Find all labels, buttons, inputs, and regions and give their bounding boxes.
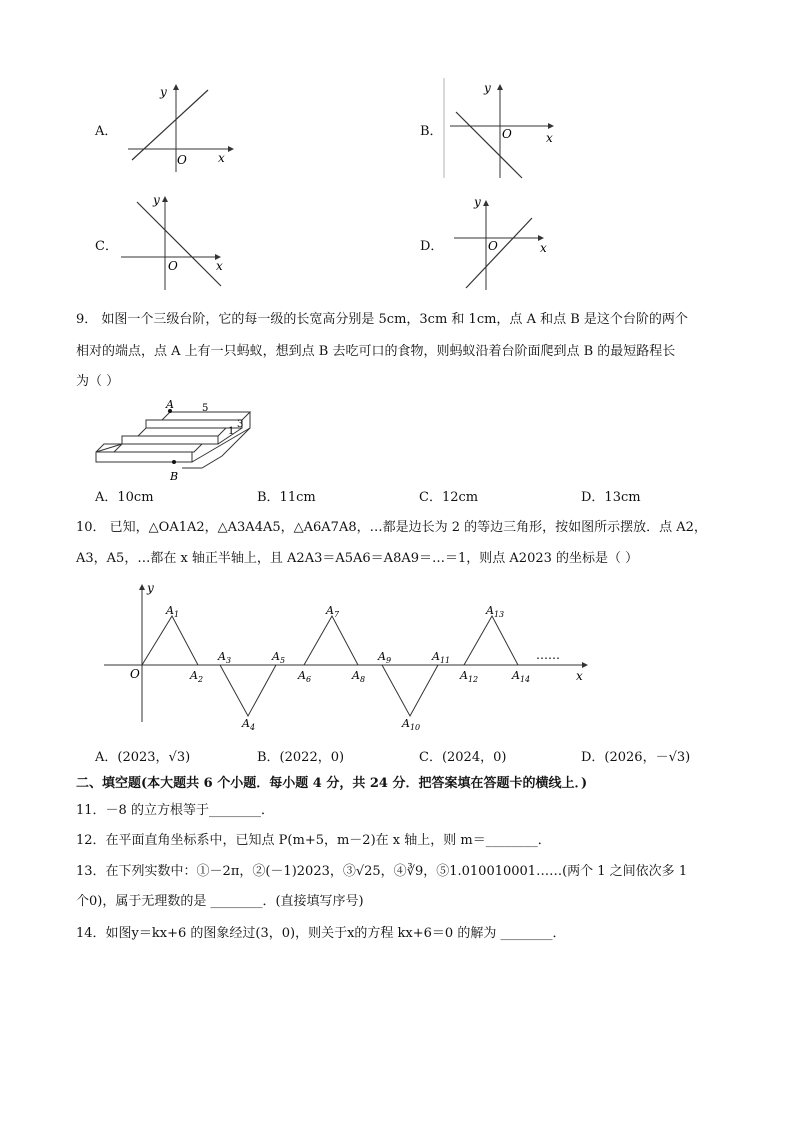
graph-c [115, 190, 235, 290]
x-axis-label: x [216, 259, 223, 273]
q9-option-a: A．10cm [95, 490, 154, 505]
graph-b [440, 78, 560, 178]
y-axis-label: y [474, 195, 481, 209]
origin-label: O [502, 127, 512, 141]
point-label-a7: $A_7$ [326, 604, 340, 619]
point-label-a10: $A_{10}$ [402, 717, 421, 732]
q13-line-1: 13．在下列实数中：①－2π，②(－1)2023，③√25，④∛9，⑤1.010010001……(两个 1 之间依次多 1 [76, 864, 688, 879]
origin-label: O [130, 667, 140, 681]
y-axis-label: y [160, 85, 167, 99]
x-axis-label: x [540, 241, 547, 255]
point-b-label: B [170, 470, 179, 483]
origin-label: O [488, 239, 498, 253]
q10-option-c: C．(2024，0) [419, 750, 507, 765]
point-b-dot [172, 460, 176, 464]
continuation-dots: …… [536, 648, 560, 662]
width-label: 3 [237, 419, 244, 430]
section-heading: 二、填空题(本大题共 6 个小题．每小题 4 分，共 24 分．把答案填在答题卡的横线上．) [76, 776, 588, 791]
q12-text: 12．在平面直角坐标系中，已知点 P(m+5，m－2)在 x 轴上，则 m＝________． [76, 833, 551, 848]
option-b-label: B． [420, 124, 443, 139]
point-label-a12: $A_{12}$ [460, 669, 479, 684]
point-label-a11: $A_{11}$ [432, 650, 451, 665]
option-a-label: A． [95, 124, 118, 139]
q10-option-d: D．(2026，－√3) [581, 750, 691, 765]
q9-line-2: 相对的端点，点 A 上有一只蚂蚁，想到点 B 去吃可口的食物，则蚂蚁沿着台阶面爬到点 B 的最短路程长 [76, 344, 676, 359]
option-c-label: C． [95, 239, 118, 254]
y-axis-label: y [484, 81, 491, 95]
point-a-label: A [166, 398, 174, 411]
q10-line-2: A3，A5，…都在 x 轴正半轴上，且 A2A3＝A5A6＝A8A9＝…＝1，则点 A2023 的坐标是（ ） [76, 551, 639, 566]
point-label-a1: $A_1$ [166, 604, 180, 619]
staircase-figure [92, 398, 272, 488]
point-label-a5: $A_5$ [272, 650, 286, 665]
q10-option-b: B．(2022，0) [257, 750, 345, 765]
q9-option-c: C．12cm [419, 490, 479, 505]
graph-d [450, 192, 570, 292]
point-label-a8: $A_8$ [352, 669, 366, 684]
q9-line-1: 9． 如图一个三级台阶，它的每一级的长宽高分别是 5cm，3cm 和 1cm，点 A 和点 B 是这个台阶的两个 [76, 312, 688, 327]
point-label-a2: $A_2$ [190, 669, 204, 684]
triangles-figure [100, 580, 600, 730]
q9-line-3: 为（ ） [76, 374, 120, 389]
x-axis-label: x [218, 151, 225, 165]
q9-option-b: B．11cm [257, 490, 316, 505]
height-label: 1 [228, 426, 235, 437]
q14-text: 14．如图y＝kx+6 的图象经过(3，0)，则关于x的方程 kx+6＝0 的解为 ________． [76, 926, 566, 941]
origin-label: O [168, 259, 178, 273]
y-axis-label: y [147, 581, 154, 595]
option-d-label: D． [420, 239, 444, 254]
origin-label: O [177, 153, 187, 167]
x-axis-label: x [576, 669, 583, 683]
graph-a [120, 82, 240, 172]
q13-line-2: 个0)，属于无理数的是 ________．(直接填写序号) [76, 894, 364, 909]
point-label-a4: $A_4$ [242, 717, 256, 732]
y-axis-label: y [153, 193, 160, 207]
q10-line-1: 10． 已知，△OA1A2，△A3A4A5，△A6A7A8，…都是边长为 2 的等边三角形，按如图所示摆放．点 A2， [76, 520, 707, 535]
point-label-a3: $A_3$ [218, 650, 232, 665]
x-axis-label: x [546, 131, 553, 145]
q10-option-a: A．(2023，√3) [95, 750, 191, 765]
point-label-a6: $A_6$ [298, 669, 312, 684]
length-label: 5 [202, 403, 209, 414]
q9-option-d: D．13cm [581, 490, 641, 505]
point-label-a9: $A_9$ [378, 650, 392, 665]
point-label-a13: $A_{13}$ [486, 604, 505, 619]
point-label-a14: $A_{14}$ [512, 669, 531, 684]
q11-text: 11．－8 的立方根等于________． [76, 803, 274, 818]
